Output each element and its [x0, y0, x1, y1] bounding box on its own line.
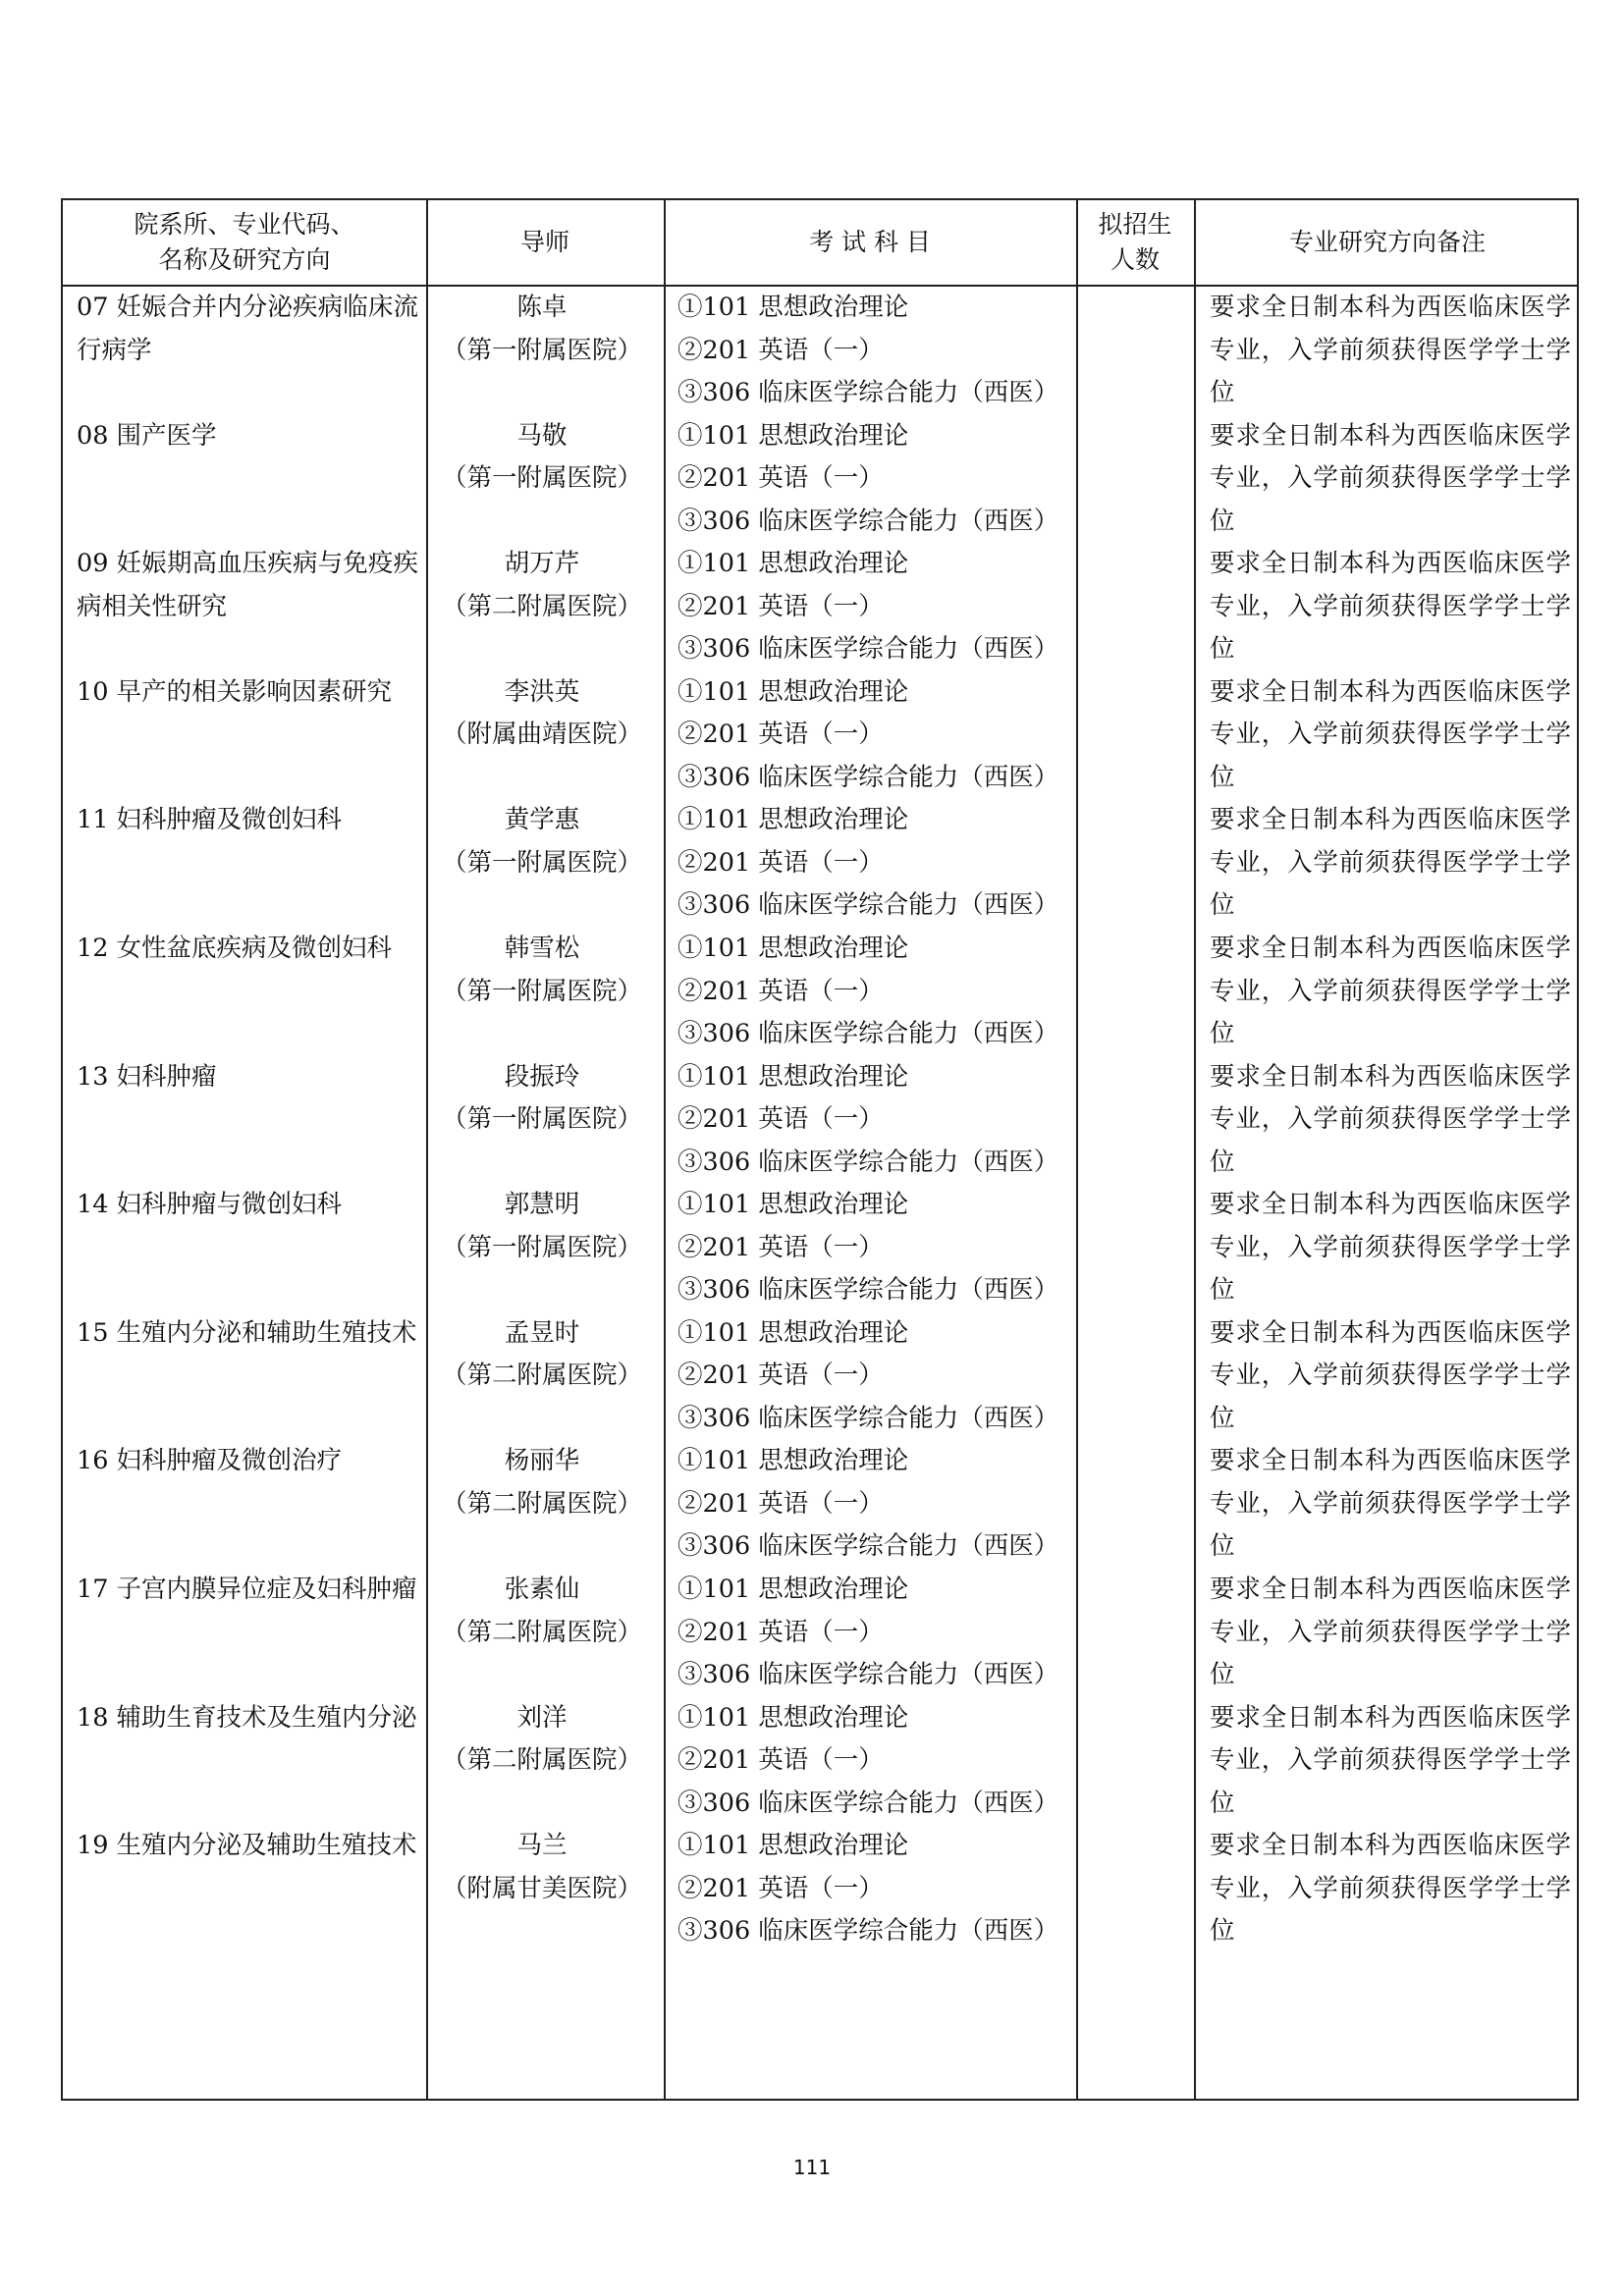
tutor-name: 黄学惠: [504, 805, 580, 835]
tutor-cell: [428, 1825, 656, 1910]
tutor-name: 李洪英: [504, 676, 580, 707]
exam-subject: ①101 思想政治理论: [677, 293, 909, 322]
research-direction: 07 妊娠合并内分泌疾病临床流行病学: [77, 293, 418, 365]
tutor-name: 马敬: [516, 420, 568, 451]
exam-subject: ③306 临床医学综合能力（西医）: [677, 506, 1059, 536]
table-row: [63, 1312, 1581, 1440]
remark-cell: 要求全日制本科为西医临床医学专业，入学前须获得医学学士学位: [1210, 1190, 1571, 1306]
exam-subject: ③306 临床医学综合能力（西医）: [677, 1916, 1059, 1947]
remark-cell: 要求全日制本科为西医临床医学专业，入学前须获得医学学士学位: [1210, 1702, 1571, 1818]
exam-subject: ②201 英语（一）: [677, 1232, 884, 1262]
exam-subject: ①101 思想政治理论: [677, 1061, 909, 1092]
tutor-name: 胡万芹: [504, 549, 580, 579]
research-direction: 09 妊娠期高血压疾病与免疫疾病相关性研究: [77, 549, 418, 621]
remark-cell: 要求全日制本科为西医临床医学专业，入学前须获得医学学士学位: [1210, 1061, 1571, 1177]
tutor-name: 张素仙: [504, 1575, 580, 1604]
tutor-cell: [428, 415, 656, 501]
exam-subject: ①101 思想政治理论: [677, 1317, 909, 1348]
table-row: [63, 1825, 1581, 1952]
header-remarks: 专业研究方向备注: [1288, 228, 1486, 256]
exam-subject: ②201 英语（一）: [677, 1873, 884, 1903]
exam-subject: ②201 英语（一）: [677, 335, 884, 365]
exam-subject: ①101 思想政治理论: [677, 1702, 909, 1733]
exam-subject: ②201 英语（一）: [677, 1104, 884, 1135]
exam-subjects-cell: [677, 1697, 1070, 1826]
exam-subject: ③306 临床医学综合能力（西医）: [677, 634, 1059, 665]
exam-subject: ①101 思想政治理论: [677, 805, 909, 835]
exam-subject: ③306 临床医学综合能力（西医）: [677, 1275, 1059, 1306]
page-number: 111: [792, 2156, 832, 2179]
remark-cell: 要求全日制本科为西医临床医学专业，入学前须获得医学学士学位: [1210, 934, 1571, 1048]
exam-subjects-cell: [677, 1184, 1070, 1312]
tutor-hospital: （附属甘美医院）: [441, 1873, 642, 1903]
remark-cell: 要求全日制本科为西医临床医学专业，入学前须获得医学学士学位: [1210, 293, 1571, 407]
tutor-hospital: （第一附属医院）: [441, 463, 642, 494]
header-department: 院系所、专业代码、 名称及研究方向: [134, 210, 355, 274]
tutor-cell: [428, 287, 656, 372]
remark-cell: 要求全日制本科为西医临床医学专业，入学前须获得医学学士学位: [1210, 676, 1571, 792]
tutor-hospital: （第一附属医院）: [441, 976, 642, 1006]
tutor-name: 陈卓: [516, 293, 568, 322]
exam-subject: ②201 英语（一）: [677, 1488, 884, 1519]
tutor-name: 马兰: [516, 1831, 568, 1861]
tutor-cell: [428, 1569, 656, 1654]
remark-cell: 要求全日制本科为西医临床医学专业，入学前须获得医学学士学位: [1210, 1446, 1571, 1562]
research-direction: 12 女性盆底疾病及微创妇科: [77, 934, 393, 963]
table-row: [63, 1697, 1581, 1825]
exam-subject: ②201 英语（一）: [677, 976, 884, 1006]
exam-subjects-cell: [677, 287, 1070, 415]
exam-subject: ②201 英语（一）: [677, 591, 884, 621]
exam-subjects-cell: [677, 543, 1070, 671]
table-row: [63, 1440, 1581, 1568]
exam-subjects-cell: [677, 415, 1070, 544]
tutor-cell: [428, 1312, 656, 1398]
tutor-cell: [428, 1184, 656, 1269]
header-tutor: 导师: [519, 228, 569, 256]
tutor-name: 郭慧明: [504, 1190, 580, 1220]
remark-cell: 要求全日制本科为西医临床医学专业，入学前须获得医学学士学位: [1210, 549, 1571, 665]
research-direction: 11 妇科肿瘤及微创妇科: [77, 805, 343, 835]
tutor-hospital: （第二附属医院）: [441, 1617, 642, 1647]
tutor-hospital: （第二附属医院）: [441, 591, 642, 621]
exam-subject: ②201 英语（一）: [677, 720, 884, 750]
tutor-cell: [428, 543, 656, 628]
tutor-cell: [428, 671, 656, 757]
tutor-name: 孟昱时: [504, 1317, 580, 1348]
exam-subject: ②201 英语（一）: [677, 1361, 884, 1391]
research-direction: 14 妇科肿瘤与微创妇科: [77, 1190, 343, 1220]
exam-subject: ②201 英语（一）: [677, 1745, 884, 1776]
exam-subject: ③306 临床医学综合能力（西医）: [677, 1660, 1059, 1689]
tutor-cell: [428, 1697, 656, 1783]
exam-subject: ③306 临床医学综合能力（西医）: [677, 1403, 1059, 1433]
exam-subjects-cell: [677, 1825, 1070, 1953]
tutor-hospital: （第二附属医院）: [441, 1361, 642, 1391]
research-direction: 15 生殖内分泌和辅助生殖技术: [77, 1317, 417, 1348]
exam-subject: ②201 英语（一）: [677, 1617, 884, 1647]
remark-cell: 要求全日制本科为西医临床医学专业，入学前须获得医学学士学位: [1210, 1317, 1571, 1433]
research-direction: 16 妇科肿瘤及微创治疗: [77, 1446, 343, 1476]
table-row: [63, 1184, 1581, 1311]
table-row: [63, 671, 1581, 799]
research-direction: 19 生殖内分泌及辅助生殖技术: [77, 1831, 417, 1861]
exam-subjects-cell: [677, 671, 1070, 800]
exam-subjects-cell: [677, 1569, 1070, 1697]
tutor-name: 刘洋: [516, 1702, 568, 1733]
header-exam-subjects: 考 试 科 目: [809, 228, 931, 256]
table-row: [63, 287, 1581, 414]
exam-subject: ③306 临床医学综合能力（西医）: [677, 1147, 1059, 1177]
research-direction: 10 早产的相关影响因素研究: [77, 676, 393, 707]
research-direction: 18 辅助生育技术及生殖内分泌: [77, 1702, 417, 1733]
tutor-cell: [428, 928, 656, 1013]
table-row: [63, 415, 1581, 543]
exam-subjects-cell: [677, 928, 1070, 1056]
exam-subject: ①101 思想政治理论: [677, 676, 909, 707]
research-direction: 13 妇科肿瘤: [77, 1061, 217, 1092]
remark-cell: 要求全日制本科为西医临床医学专业，入学前须获得医学学士学位: [1210, 1575, 1571, 1689]
exam-subject: ③306 临床医学综合能力（西医）: [677, 1788, 1059, 1818]
exam-subject: ①101 思想政治理论: [677, 1190, 909, 1220]
tutor-cell: [428, 799, 656, 884]
exam-subject: ①101 思想政治理论: [677, 1446, 909, 1476]
exam-subject: ①101 思想政治理论: [677, 549, 909, 579]
exam-subject: ③306 临床医学综合能力（西医）: [677, 378, 1059, 407]
exam-subject: ①101 思想政治理论: [677, 934, 909, 963]
table-row: [63, 1569, 1581, 1696]
table-row: [63, 799, 1581, 927]
table-row: [63, 1056, 1581, 1184]
exam-subject: ②201 英语（一）: [677, 463, 884, 494]
table-row: [63, 543, 1581, 670]
tutor-hospital: （第一附属医院）: [441, 1232, 642, 1262]
exam-subject: ③306 临床医学综合能力（西医）: [677, 890, 1059, 921]
tutor-name: 韩雪松: [504, 934, 580, 963]
tutor-name: 段振玲: [504, 1061, 580, 1092]
research-direction: 08 围产医学: [77, 420, 217, 451]
exam-subject: ③306 临床医学综合能力（西医）: [677, 1019, 1059, 1048]
exam-subjects-cell: [677, 799, 1070, 928]
tutor-hospital: （第一附属医院）: [441, 1104, 642, 1135]
tutor-cell: [428, 1440, 656, 1525]
table-row: [63, 928, 1581, 1055]
exam-subject: ③306 临床医学综合能力（西医）: [677, 762, 1059, 792]
tutor-hospital: （附属曲靖医院）: [441, 720, 642, 750]
exam-subjects-cell: [677, 1312, 1070, 1441]
exam-subjects-cell: [677, 1056, 1070, 1185]
tutor-hospital: （第一附属医院）: [441, 335, 642, 365]
exam-subject: ①101 思想政治理论: [677, 420, 909, 451]
exam-subject: ②201 英语（一）: [677, 847, 884, 878]
tutor-hospital: （第一附属医院）: [441, 847, 642, 878]
header-enrollment: 拟招生 人数: [1098, 210, 1172, 274]
exam-subject: ①101 思想政治理论: [677, 1575, 909, 1604]
tutor-hospital: （第二附属医院）: [441, 1745, 642, 1776]
remark-cell: 要求全日制本科为西医临床医学专业，入学前须获得医学学士学位: [1210, 805, 1571, 921]
admissions-table: [61, 198, 1579, 2101]
research-direction: 17 子宫内膜异位症及妇科肿瘤: [77, 1575, 417, 1604]
remark-cell: 要求全日制本科为西医临床医学专业，入学前须获得医学学士学位: [1210, 420, 1571, 536]
tutor-name: 杨丽华: [504, 1446, 580, 1476]
exam-subject: ①101 思想政治理论: [677, 1831, 909, 1861]
exam-subjects-cell: [677, 1440, 1070, 1569]
exam-subject: ③306 临床医学综合能力（西医）: [677, 1531, 1059, 1562]
remark-cell: 要求全日制本科为西医临床医学专业，入学前须获得医学学士学位: [1210, 1831, 1571, 1947]
tutor-hospital: （第二附属医院）: [441, 1488, 642, 1519]
tutor-cell: [428, 1056, 656, 1142]
